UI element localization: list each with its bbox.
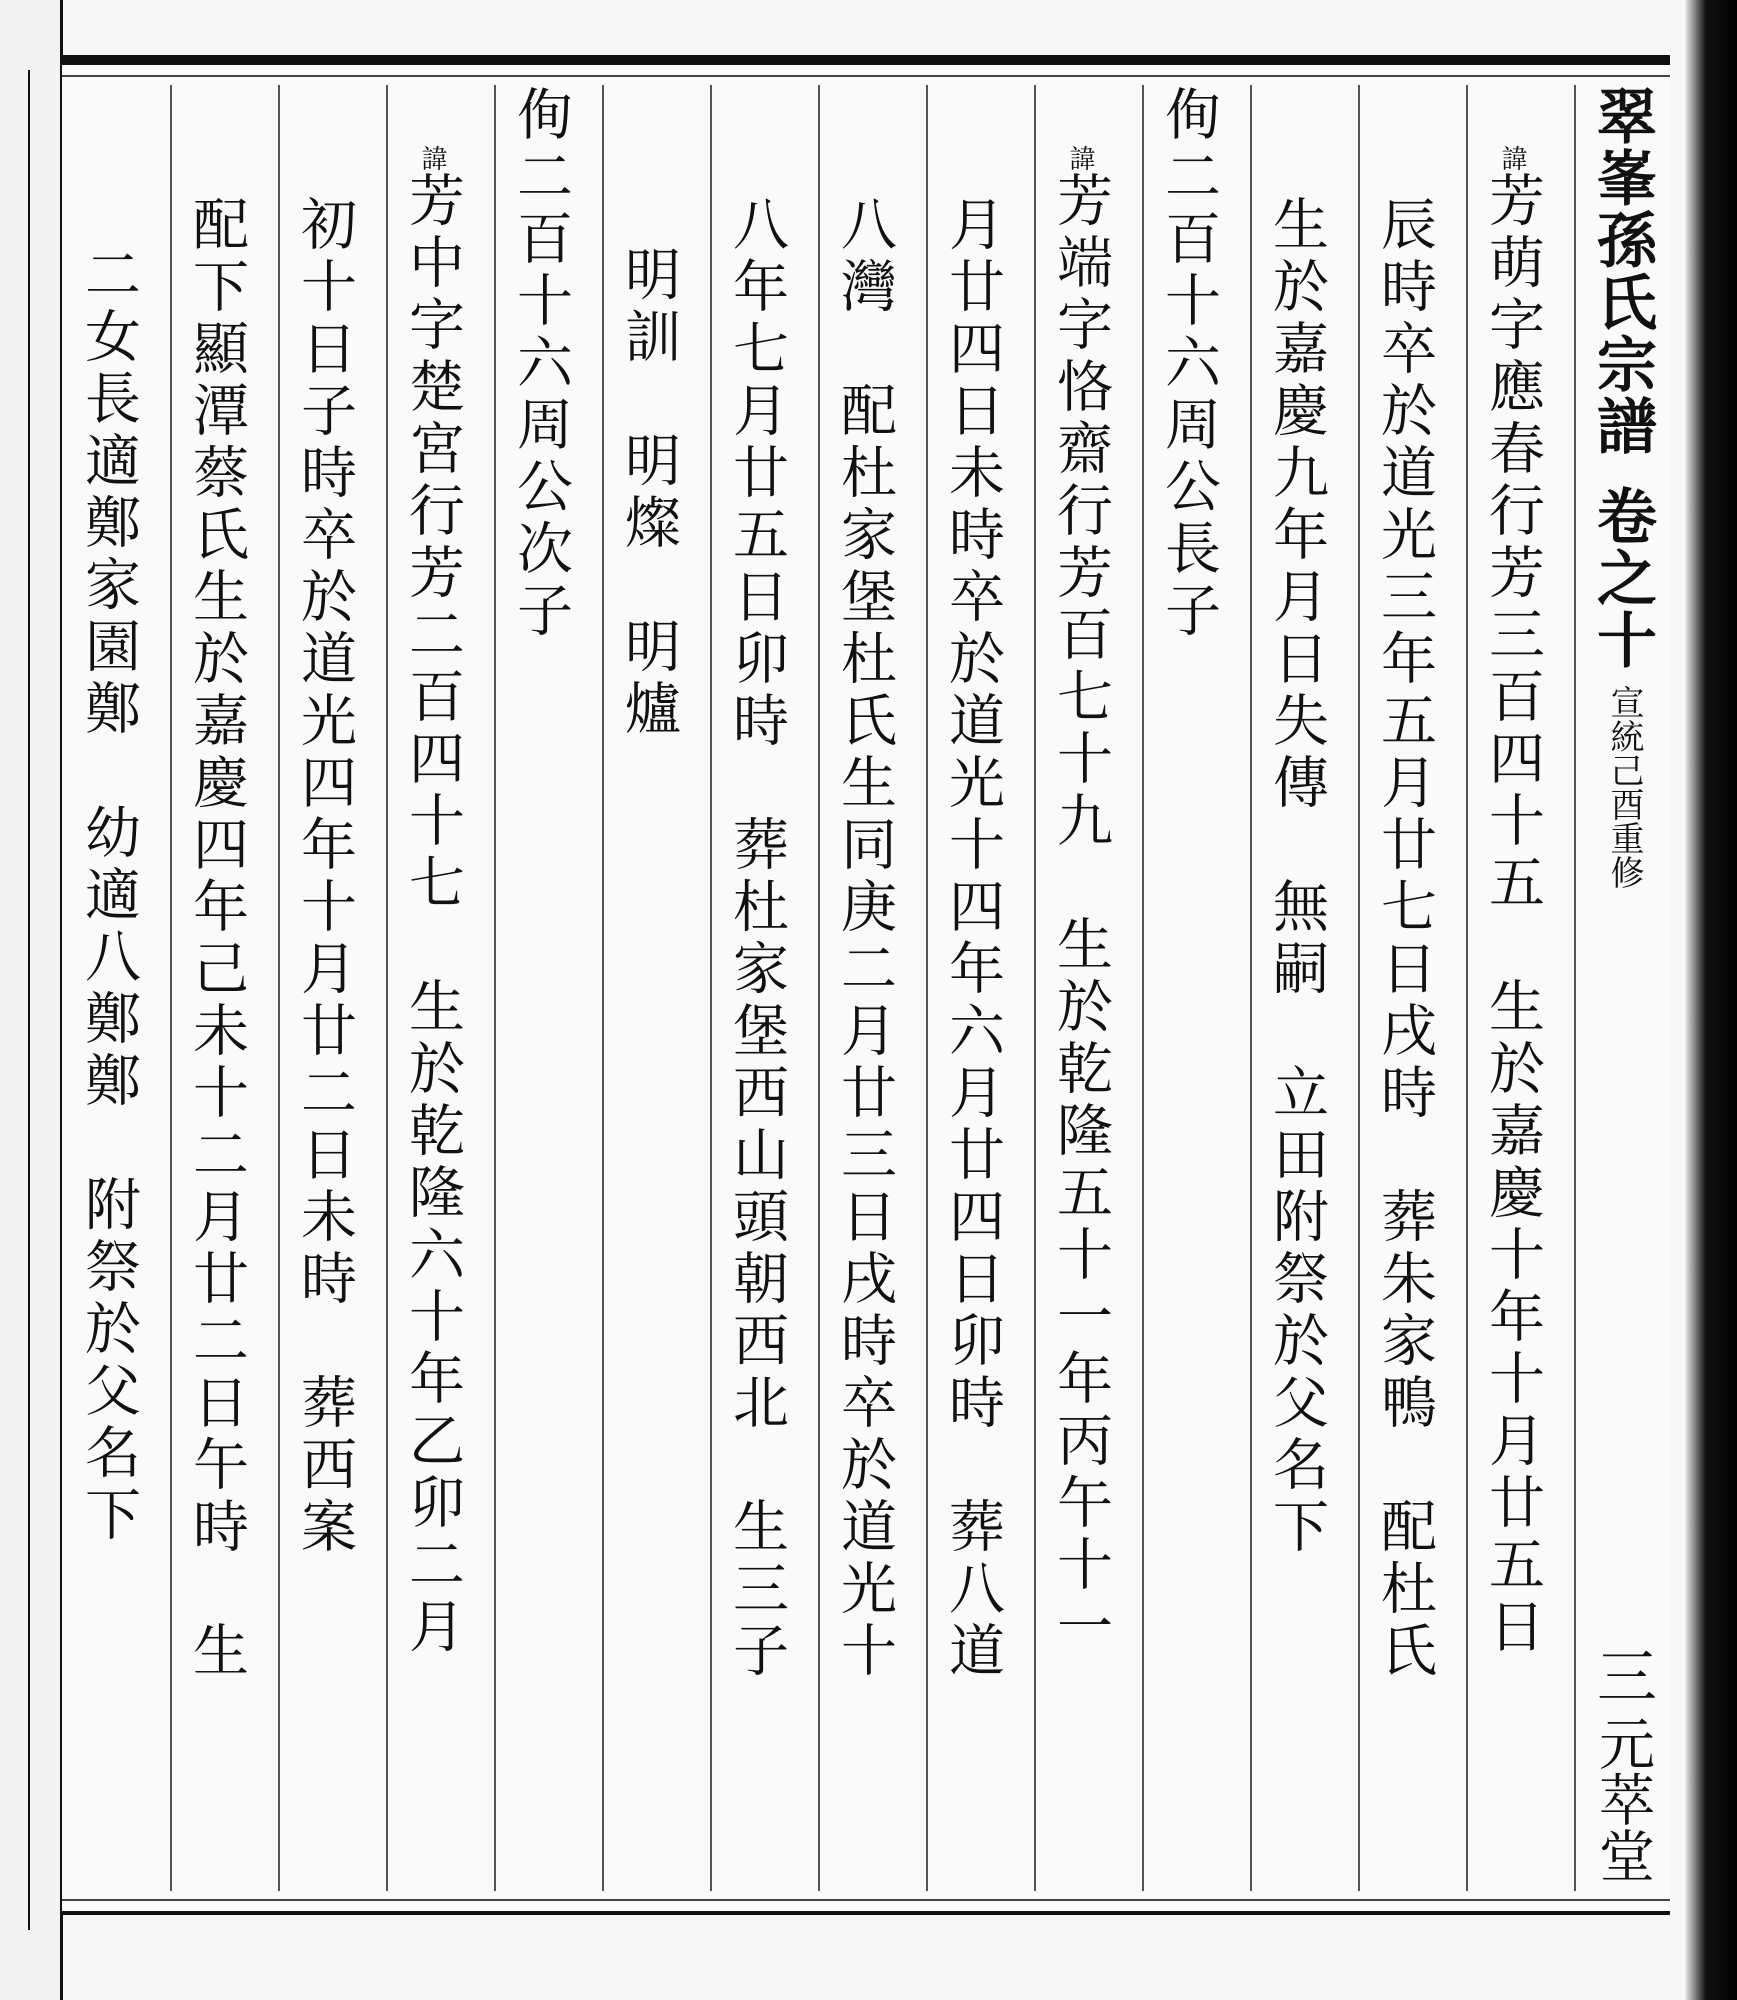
hall-name: 元萃堂 bbox=[1590, 1715, 1655, 1883]
column-text: 芳中字楚宮行芳二百四十七 生於乾隆六十年乙卯二月 bbox=[400, 171, 465, 1659]
text-column: 配下顯潭蔡氏生於嘉慶四年己未十二月廿二日午時 生 bbox=[184, 195, 249, 1683]
column-rule bbox=[1250, 85, 1252, 1891]
column-lead: 諱 bbox=[1065, 145, 1095, 171]
column-rule bbox=[1034, 85, 1036, 1891]
column-text: 芳萌字應春行芳三百四十五 生於嘉慶十年十月廿五日 bbox=[1480, 171, 1545, 1659]
text-column: 侚二百十六周公長子 bbox=[1156, 85, 1221, 643]
text-column: 明訓 明燦 明爐 bbox=[616, 245, 681, 741]
text-column: 辰時卒於道光三年五月廿七日戌時 葬朱家鴨 配杜氏 bbox=[1372, 195, 1437, 1683]
column-rule bbox=[926, 85, 928, 1891]
column-lead: 諱 bbox=[1497, 145, 1527, 171]
text-column: 月廿四日未時卒於道光十四年六月廿四日卯時 葬八道 bbox=[940, 195, 1005, 1683]
column-rule bbox=[818, 85, 820, 1891]
column-rule bbox=[278, 85, 280, 1891]
binding-edge bbox=[1685, 0, 1737, 2000]
text-column: 生於嘉慶九年月日失傳 無嗣 立田附祭於父名下 bbox=[1264, 195, 1329, 1559]
column-rule bbox=[1574, 85, 1576, 1891]
fragment-rule bbox=[28, 70, 30, 1930]
column-rule bbox=[1142, 85, 1144, 1891]
column-rule bbox=[710, 85, 712, 1891]
column-rule bbox=[602, 85, 604, 1891]
text-frame bbox=[60, 55, 1670, 1915]
text-column: 侚二百十六周公次子 bbox=[508, 85, 573, 643]
frame-inner-bottom-rule bbox=[62, 1899, 1670, 1901]
column-text: 芳端字恪齋行芳百七十九 生於乾隆五十一年丙午十一 bbox=[1048, 171, 1113, 1659]
frame-inner-top-rule bbox=[62, 75, 1670, 77]
header-edition: 宣統己酉重修 bbox=[1604, 685, 1644, 889]
text-column: 八年七月廿五日卯時 葬杜家堡西山頭朝西北 生三子 bbox=[724, 195, 789, 1683]
header-title: 翠峯孫氏宗譜 bbox=[1587, 85, 1657, 457]
column-rule bbox=[170, 85, 172, 1891]
header-volume: 卷之十 bbox=[1587, 485, 1657, 671]
text-column: 初十日子時卒於道光四年十月廿二日未時 葬西案 bbox=[292, 195, 357, 1559]
text-column bbox=[400, 145, 465, 1659]
column-lead: 諱 bbox=[417, 145, 447, 171]
adjacent-page-fragment bbox=[0, 0, 63, 2000]
text-column bbox=[1480, 145, 1545, 1659]
column-rule bbox=[386, 85, 388, 1891]
folio-number: 三 bbox=[1587, 1645, 1657, 1705]
text-column: 二女長適鄭家園鄭 幼適八鄭鄭 附祭於父名下 bbox=[76, 245, 141, 1547]
column-rule bbox=[1358, 85, 1360, 1891]
column-rule bbox=[1466, 85, 1468, 1891]
text-column: 八灣 配杜家堡杜氏生同庚二月廿三日戌時卒於道光十 bbox=[832, 195, 897, 1683]
text-column bbox=[1048, 145, 1113, 1659]
column-rule bbox=[494, 85, 496, 1891]
